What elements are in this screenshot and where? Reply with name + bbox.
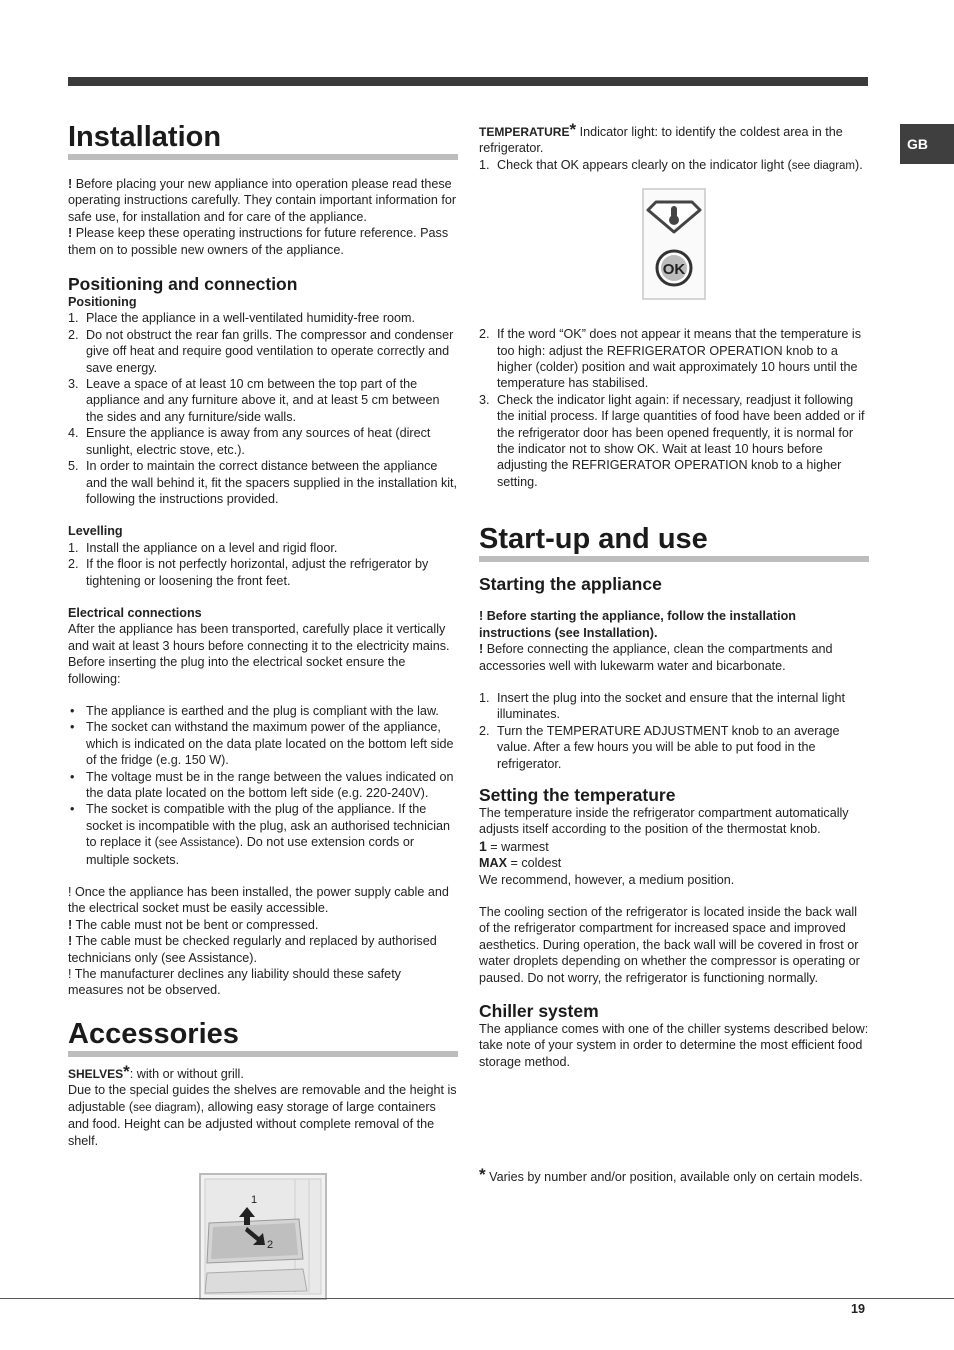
ok-label: OK — [662, 261, 686, 279]
electrical-subheading: Electrical connections — [68, 605, 202, 620]
chiller-text: The appliance comes with one of the chiller systems described below: take note of your system in order to determine the most efficient food storage method. — [479, 1022, 869, 1069]
temperature-list — [479, 157, 869, 174]
starting-heading: Starting the appliance — [479, 574, 662, 595]
setting-heading: Setting the temperature — [479, 784, 676, 805]
temperature-list-continued — [479, 326, 869, 490]
list-item: 1. Install the appliance on a level and rigid floor. — [68, 540, 338, 555]
list-item: 2. Turn the TEMPERATURE ADJUSTMENT knob to an average value. After a few hours you will be able to put food in the refrigerator. — [479, 723, 840, 771]
startup-title: Start-up and use — [479, 522, 869, 562]
electrical-intro: After the appliance has been transported, carefully place it vertically and wait at least 3 hours before connecting it to the electricity mains. Before inserting the plug into the electrical socket ensure the following: — [68, 622, 450, 686]
left-column — [68, 120, 458, 1300]
shelf-diagram — [199, 1173, 327, 1300]
coldest-line: MAX = coldest — [479, 856, 562, 871]
levelling-subheading: Levelling — [68, 524, 123, 539]
diagram-label-1: 1 — [251, 1193, 258, 1206]
temperature-text: TEMPERATURE* Indicator light: to identify the coldest area in the refrigerator. — [479, 120, 843, 156]
list-item: 1. Check that OK appears clearly on the indicator light (see diagram). — [479, 157, 863, 172]
list-item: 3. Check the indicator light again: if necessary, readjust it following the initial process. If large quantities of food have been added or if the refrigerator door has been opened frequently, it is normal for the indicator not to show OK. Wait at least 10 hours before adjusting the REFRIGERATOR OPERATION knob to a higher setting. — [479, 392, 865, 489]
installation-intro: ! Before placing your new appliance into operation please read these operating instructions carefully. They contain important information for safe use, for installation and for care of the appliance. — [68, 177, 457, 224]
footnote: * Varies by number and/or position, available only on certain models. — [479, 1165, 863, 1185]
startup-warning: ! Before starting the appliance, follow the installation instructions (see Installation). — [479, 609, 796, 640]
shelves-description: Due to the special guides the shelves are removable and the height is adjustable (see diagram), allowing easy storage of large containers and food. Height can be adjusted without complete removal of the shelf. — [68, 1083, 457, 1148]
warning-text: ! Once the appliance has been installed, the power supply cable and the electrical socket must be easily accessible. — [68, 885, 449, 916]
list-item: • The voltage must be in the range between the values indicated on the data plate located on the bottom left side (e.g. 220-240V). — [70, 769, 454, 800]
electrical-bullets — [68, 703, 458, 868]
levelling-list — [68, 540, 458, 589]
recommend-text: We recommend, however, a medium position. — [479, 872, 735, 887]
installation-title: Installation — [68, 120, 458, 160]
accessories-title: Accessories — [68, 1017, 458, 1057]
diagram-label-2: 2 — [267, 1238, 274, 1251]
language-tab: GB — [900, 124, 954, 164]
positioning-list — [68, 310, 458, 507]
list-item: • The socket can withstand the maximum power of the appliance, which is indicated on the data plate located on the bottom left side of the fridge (e.g. 150 W). — [70, 720, 454, 768]
installation-intro-2: ! Please keep these operating instructions for future reference. Pass them on to possible new owners of the appliance. — [68, 226, 449, 257]
list-item: 1. Insert the plug into the socket and ensure that the internal light illuminates. — [479, 690, 845, 722]
warning-text: ! The manufacturer declines any liability should these safety measures not be observed. — [68, 967, 401, 998]
warmest-line: 1 = warmest — [479, 837, 549, 854]
ok-indicator-diagram — [642, 188, 706, 300]
startup-warning-2: ! Before connecting the appliance, clean the compartments and accessories well with lukewarm water and bicarbonate. — [479, 642, 833, 673]
list-item: • The appliance is earthed and the plug is compliant with the law. — [70, 703, 439, 718]
list-item: • The socket is compatible with the plug of the appliance. If the socket is incompatible with the plug, ask an authorised technician to replace it (see Assistance). Do not use extension cords or multiple sockets. — [70, 802, 451, 867]
list-item: 2. If the word “OK” does not appear it means that the temperature is too high: adjust the REFRIGERATOR OPERATION knob to a higher (colder) position and wait approximately 10 hours until the temperature has stabilised. — [479, 327, 862, 391]
cooling-text: The cooling section of the refrigerator is located inside the back wall of the refrigerator compartment for increased space and improved aesthetics. During operation, the back wall will be covered in frost or water droplets depending on whether the compressor is operating or paused. Do not worry, the refrigerator is functioning normally. — [479, 904, 860, 985]
list-item: 3. Leave a space of at least 10 cm between the top part of the appliance and any furniture above it, and at least 5 cm between the sides and any furniture/side walls. — [68, 377, 440, 424]
top-rule — [68, 77, 868, 86]
warning-text: ! The cable must not be bent or compressed. — [68, 917, 319, 932]
warning-text: ! The cable must be checked regularly and replaced by authorised technicians only (see Assistance). — [68, 934, 437, 965]
right-column — [479, 120, 869, 1186]
startup-list — [479, 690, 869, 772]
list-item: 1. Place the appliance in a well-ventilated humidity-free room. — [68, 311, 416, 326]
positioning-heading: Positioning and connection — [68, 274, 298, 295]
page-number: 19 — [851, 1302, 866, 1316]
chiller-heading: Chiller system — [479, 1001, 599, 1021]
setting-text: The temperature inside the refrigerator compartment automatically adjusts itself according to the position of the thermostat knob. — [479, 805, 849, 837]
list-item: 2. Do not obstruct the rear fan grills. The compressor and condenser give off heat and require good ventilation to operate correctly and save energy. — [68, 327, 454, 375]
list-item: 2. If the floor is not perfectly horizontal, adjust the refrigerator by tightening or loosening the front feet. — [68, 557, 429, 588]
shelves-text: SHELVES*: with or without grill. — [68, 1061, 244, 1081]
positioning-subheading: Positioning — [68, 295, 137, 310]
list-item: 4. Ensure the appliance is away from any sources of heat (direct sunlight, electric stove, etc.). — [68, 426, 431, 457]
list-item: 5. In order to maintain the correct distance between the appliance and the wall behind it, fit the spacers supplied in the installation kit, following the instructions provided. — [68, 459, 458, 506]
footer-rule — [0, 1298, 954, 1299]
